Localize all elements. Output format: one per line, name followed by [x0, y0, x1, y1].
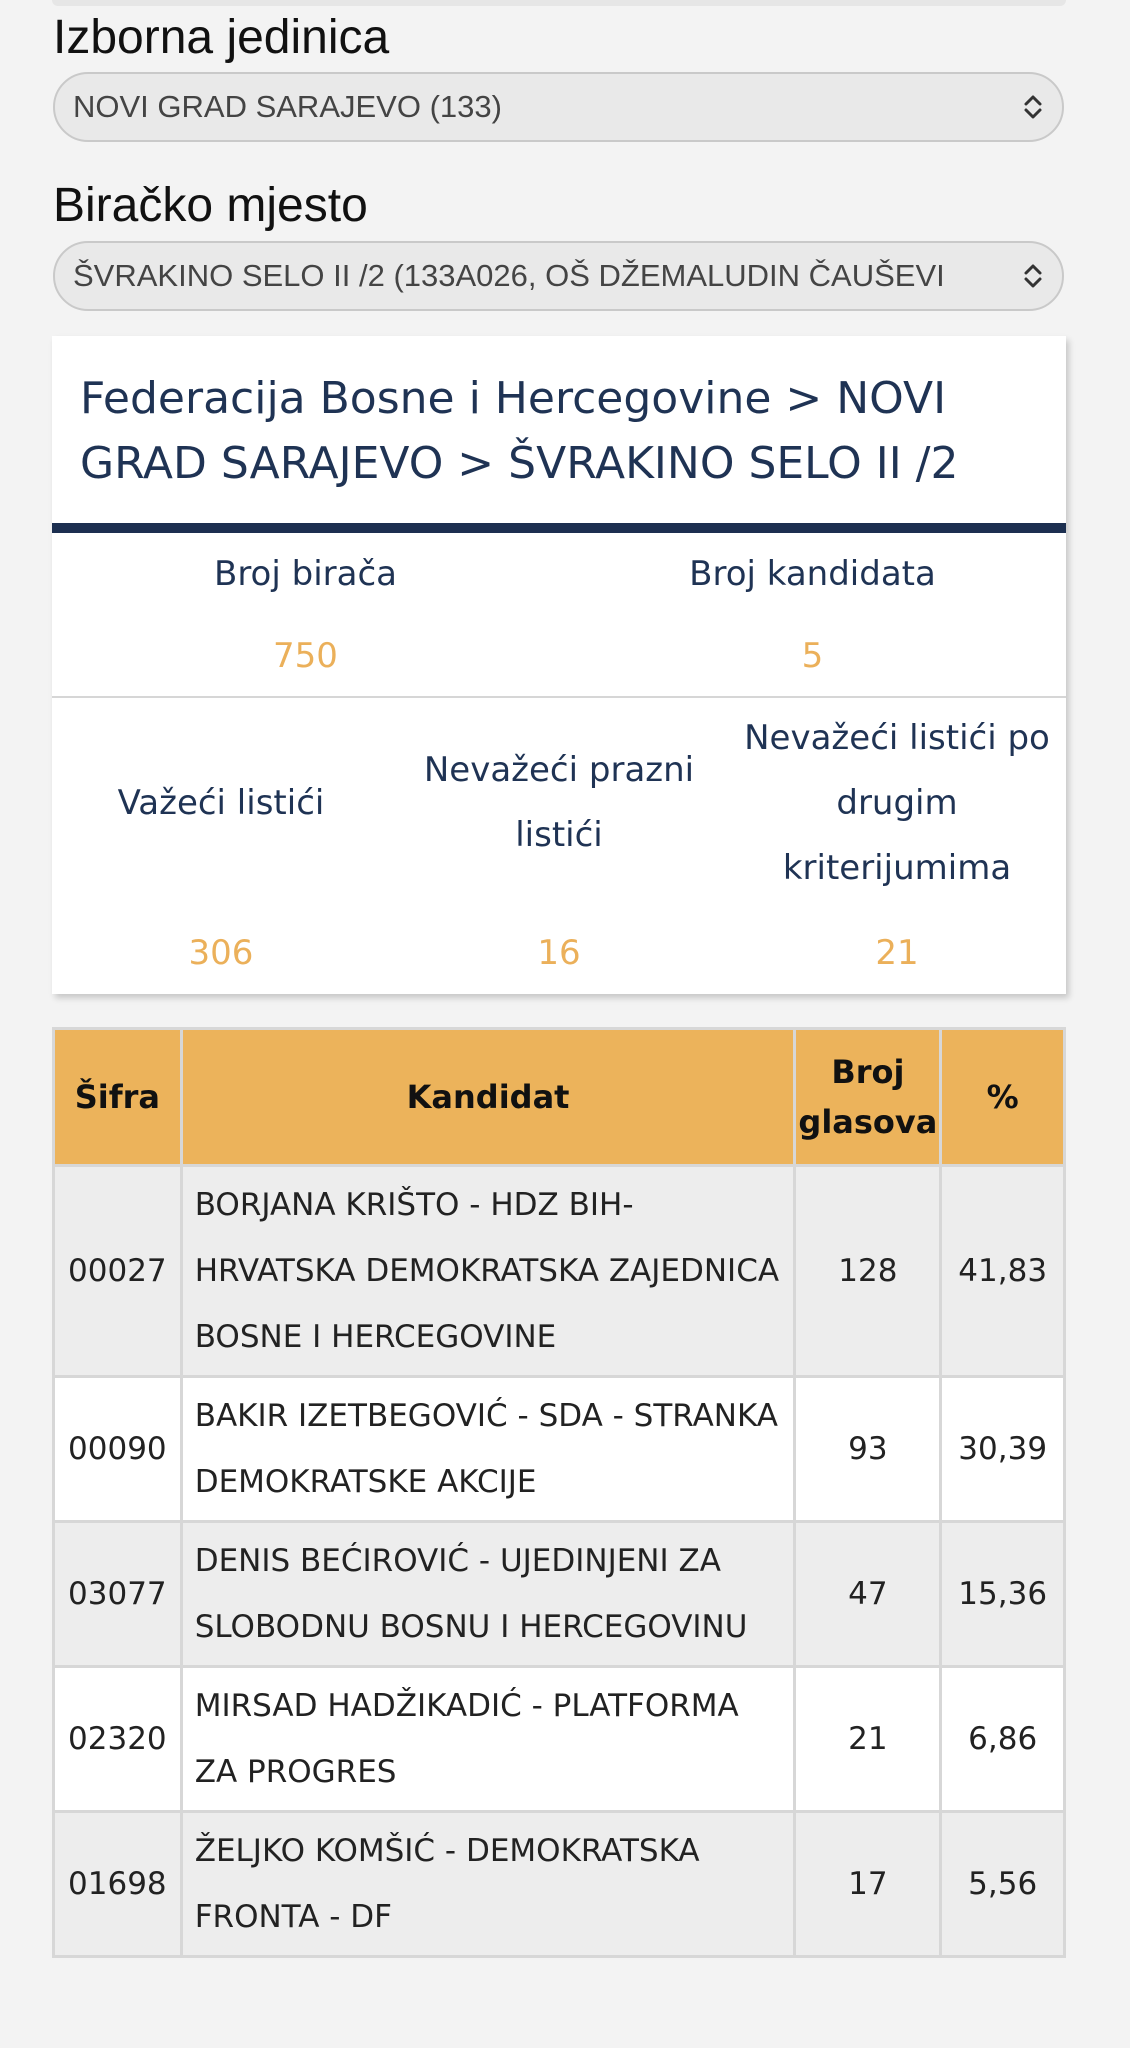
- valid-ballots-value: 306: [188, 933, 254, 973]
- row-votes: 128: [795, 1166, 941, 1377]
- unit-select-value: NOVI GRAD SARAJEVO (133): [73, 89, 502, 124]
- summary-card: [52, 336, 1066, 994]
- row-code: 00027: [54, 1166, 182, 1377]
- place-select[interactable]: [53, 241, 1064, 311]
- voters-value: 750: [273, 636, 338, 676]
- breadcrumb-title: Federacija Bosne i Hercegovine > NOVI GRAD SARAJEVO > ŠVRAKINO SELO II /2: [80, 373, 959, 489]
- header-candidate: Kandidat: [181, 1029, 795, 1166]
- place-select-value: ŠVRAKINO SELO II /2 (133A026, OŠ DŽEMALUDIN ČAUŠEVI: [73, 258, 945, 293]
- blank-ballots-value: 16: [537, 933, 581, 973]
- table-header-row: [54, 1029, 1065, 1166]
- place-label: Biračko mjesto: [53, 179, 368, 232]
- row-votes: 17: [795, 1812, 941, 1957]
- table-row: [54, 1812, 1065, 1957]
- results-table: [52, 1027, 1066, 1958]
- candidates-label: Broj kandidata: [689, 554, 936, 594]
- table-row: [54, 1166, 1065, 1377]
- row-percent: 30,39: [941, 1377, 1065, 1522]
- title-divider: [52, 523, 1066, 533]
- row-candidate: MIRSAD HADŽIKADIĆ - PLATFORMA ZA PROGRES: [181, 1667, 795, 1812]
- row-votes: 93: [795, 1377, 941, 1522]
- row-percent: 6,86: [941, 1667, 1065, 1812]
- chevron-up-down-icon: [1018, 259, 1048, 293]
- other-invalid-label: Nevažeći listići po drugim kriterijumima: [744, 718, 1050, 888]
- header-code: Šifra: [54, 1029, 182, 1166]
- table-row: [54, 1667, 1065, 1812]
- candidates-value: 5: [801, 636, 824, 676]
- other-invalid-value: 21: [875, 933, 919, 973]
- row-percent: 15,36: [941, 1522, 1065, 1667]
- stats-divider: [52, 696, 1066, 698]
- unit-select[interactable]: [53, 72, 1064, 142]
- chevron-up-down-icon: [1018, 90, 1048, 124]
- row-percent: 5,56: [941, 1812, 1065, 1957]
- unit-label: Izborna jedinica: [53, 11, 390, 64]
- voters-label: Broj birača: [214, 554, 397, 594]
- valid-ballots-label: Važeći listići: [117, 783, 325, 823]
- row-code: 03077: [54, 1522, 182, 1667]
- previous-section-edge: [52, 0, 1066, 6]
- row-percent: 41,83: [941, 1166, 1065, 1377]
- row-code: 02320: [54, 1667, 182, 1812]
- row-candidate: BORJANA KRIŠTO - HDZ BIH- HRVATSKA DEMOKRATSKA ZAJEDNICA BOSNE I HERCEGOVINE: [181, 1166, 795, 1377]
- row-votes: 21: [795, 1667, 941, 1812]
- header-votes: Broj glasova: [795, 1029, 941, 1166]
- row-candidate: BAKIR IZETBEGOVIĆ - SDA - STRANKA DEMOKRATSKE AKCIJE: [181, 1377, 795, 1522]
- table-row: [54, 1522, 1065, 1667]
- row-candidate: DENIS BEĆIROVIĆ - UJEDINJENI ZA SLOBODNU BOSNU I HERCEGOVINU: [181, 1522, 795, 1667]
- row-candidate: ŽELJKO KOMŠIĆ - DEMOKRATSKA FRONTA - DF: [181, 1812, 795, 1957]
- table-row: [54, 1377, 1065, 1522]
- row-code: 00090: [54, 1377, 182, 1522]
- blank-ballots-label: Nevažeći prazni listići: [423, 750, 695, 855]
- header-percent: %: [941, 1029, 1065, 1166]
- row-code: 01698: [54, 1812, 182, 1957]
- row-votes: 47: [795, 1522, 941, 1667]
